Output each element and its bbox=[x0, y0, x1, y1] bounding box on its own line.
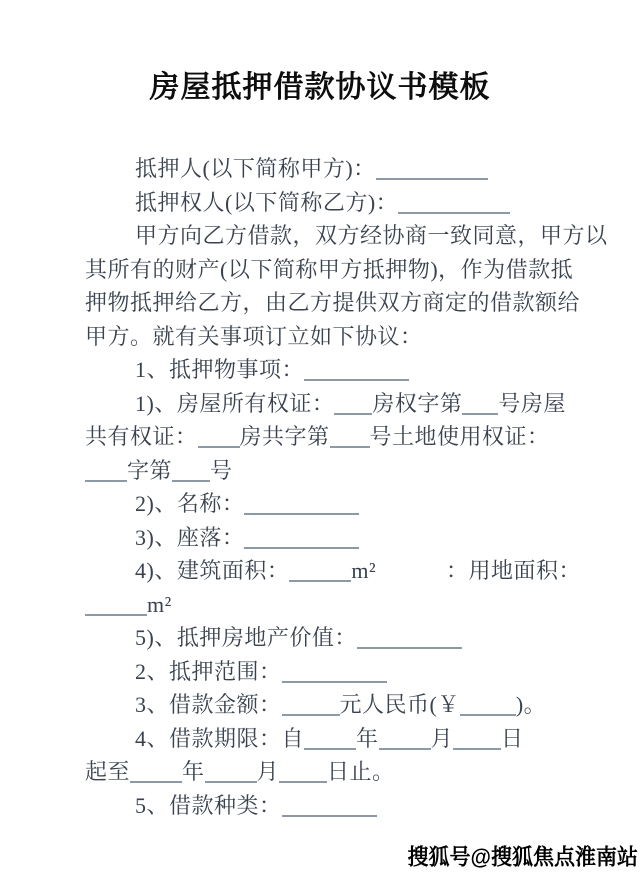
line-text: m² bbox=[351, 558, 377, 583]
fill-in-blank bbox=[376, 166, 488, 180]
line-text: 1、抵押物事项： bbox=[135, 357, 305, 382]
document-body bbox=[85, 152, 608, 822]
line-text: 抵押权人(以下简称乙方)： bbox=[135, 189, 399, 215]
document-line bbox=[85, 722, 563, 756]
line-text: ：用地面积： bbox=[446, 558, 582, 583]
line-text: 号 bbox=[210, 457, 233, 483]
line-text: 3)、座落： bbox=[135, 524, 245, 550]
document-line bbox=[85, 554, 582, 588]
fill-in-blank bbox=[460, 702, 516, 716]
line-text: )。 bbox=[515, 692, 547, 717]
fill-in-blank bbox=[205, 769, 257, 783]
fill-in-blank bbox=[244, 535, 359, 549]
document-line bbox=[85, 521, 563, 555]
document-line bbox=[85, 789, 563, 823]
document-line bbox=[85, 755, 563, 789]
line-text: 号房屋 bbox=[498, 390, 566, 416]
line-text: 年 bbox=[356, 725, 379, 751]
document-line bbox=[85, 353, 563, 387]
line-text: 起至 bbox=[85, 759, 131, 784]
spacer-gap bbox=[376, 577, 446, 578]
fill-in-blank bbox=[304, 736, 356, 750]
fill-in-blank bbox=[282, 669, 387, 683]
fill-in-blank bbox=[172, 468, 210, 482]
line-text: 押物抵押给乙方，由乙方提供双方商定的借款额给 bbox=[85, 290, 581, 315]
line-text: 月 bbox=[430, 725, 454, 751]
sohu-watermark: 搜狐号@搜狐焦点淮南站 bbox=[407, 845, 638, 870]
fill-in-blank bbox=[282, 702, 340, 716]
line-text: 号土地使用权证： bbox=[369, 424, 550, 449]
document-line bbox=[85, 387, 566, 421]
line-text: 2、抵押范围： bbox=[135, 658, 282, 684]
fill-in-blank bbox=[198, 434, 240, 448]
fill-in-blank bbox=[379, 736, 431, 750]
line-text: 1)、房屋所有权证： bbox=[135, 390, 335, 416]
line-text: 共有权证： bbox=[85, 424, 198, 449]
document-line bbox=[85, 588, 563, 622]
line-text: 月 bbox=[256, 759, 280, 784]
document-line bbox=[85, 152, 563, 186]
line-text: 2)、名称： bbox=[135, 491, 245, 516]
document-line bbox=[85, 454, 563, 488]
line-text: 字第 bbox=[127, 457, 173, 483]
document-line bbox=[85, 186, 563, 220]
fill-in-blank bbox=[130, 769, 182, 783]
fill-in-blank bbox=[282, 803, 377, 817]
fill-in-blank bbox=[244, 501, 359, 515]
line-text: 其所有的财产(以下简称甲方抵押物)，作为借款抵 bbox=[85, 256, 574, 282]
line-text: 5)、抵押房地产价值： bbox=[135, 625, 357, 650]
fill-in-blank bbox=[85, 602, 147, 616]
fill-in-blank bbox=[85, 468, 127, 482]
line-text: 4、借款期限：自 bbox=[135, 725, 305, 751]
line-text: 房共字第 bbox=[239, 424, 330, 449]
line-text: 4)、建筑面积： bbox=[135, 558, 290, 583]
line-text: 房权字第 bbox=[372, 390, 463, 416]
document-line bbox=[85, 655, 563, 689]
document-title: 房屋抵押借款协议书模板 bbox=[149, 71, 491, 104]
line-text: 甲方向乙方借款，双方经协商一致同意，甲方以 bbox=[135, 223, 608, 248]
line-text: 元人民币(￥ bbox=[339, 692, 460, 717]
document-line bbox=[85, 320, 563, 354]
document-line bbox=[85, 487, 563, 521]
line-text: m² bbox=[147, 591, 172, 617]
document-line bbox=[85, 286, 581, 320]
document-line bbox=[85, 621, 563, 655]
fill-in-blank bbox=[334, 401, 372, 415]
fill-in-blank bbox=[330, 434, 370, 448]
document-line bbox=[85, 420, 563, 454]
fill-in-blank bbox=[279, 769, 327, 783]
fill-in-blank bbox=[453, 736, 501, 750]
document-line bbox=[85, 253, 574, 287]
fill-in-blank bbox=[462, 401, 498, 415]
line-text: 甲方。就有关事项订立如下协议： bbox=[85, 323, 423, 349]
line-text: 5、借款种类： bbox=[135, 792, 282, 818]
line-text: 日止。 bbox=[327, 759, 395, 784]
fill-in-blank bbox=[357, 635, 462, 649]
document-line bbox=[85, 219, 608, 253]
fill-in-blank bbox=[398, 200, 510, 214]
line-text: 3、借款金额： bbox=[135, 692, 282, 717]
document-line bbox=[85, 688, 563, 722]
fill-in-blank bbox=[289, 568, 351, 582]
line-text: 抵押人(以下简称甲方)： bbox=[135, 156, 376, 181]
line-text: 日 bbox=[501, 725, 524, 751]
fill-in-blank bbox=[304, 367, 409, 381]
line-text: 年 bbox=[182, 759, 205, 784]
